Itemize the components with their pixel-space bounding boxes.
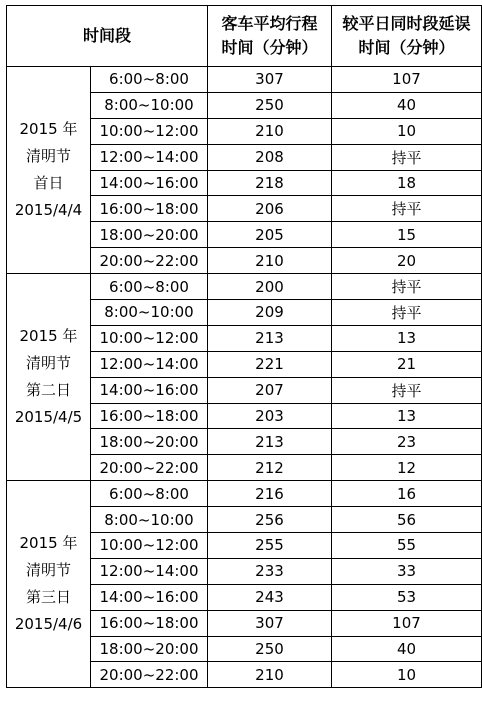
time-slot-cell: 8:00~10:00 — [91, 92, 208, 118]
time-slot-cell: 12:00~14:00 — [91, 558, 208, 584]
time-slot-cell: 16:00~18:00 — [91, 610, 208, 636]
delay-cell: 15 — [332, 222, 482, 248]
avg-time-cell: 233 — [208, 558, 332, 584]
group-label-day: 第二日 — [25, 381, 71, 400]
avg-time-cell: 213 — [208, 429, 332, 455]
table-container — [6, 5, 482, 688]
time-slot-cell: 10:00~12:00 — [91, 118, 208, 144]
avg-time-cell: 200 — [208, 274, 332, 300]
avg-time-cell: 250 — [208, 636, 332, 662]
group-label-day: 首日 — [33, 174, 64, 193]
delay-cell: 持平 — [332, 274, 482, 300]
group-label-day: 第三日 — [25, 588, 71, 607]
time-slot-cell: 8:00~10:00 — [91, 507, 208, 533]
group-label-cell — [7, 67, 91, 274]
time-slot-cell: 14:00~16:00 — [91, 584, 208, 610]
delay-cell: 53 — [332, 584, 482, 610]
avg-time-cell: 256 — [208, 507, 332, 533]
time-slot-cell: 10:00~12:00 — [91, 325, 208, 351]
avg-time-cell: 221 — [208, 351, 332, 377]
avg-time-cell: 307 — [208, 67, 332, 93]
group-label-name: 清明节 — [25, 147, 71, 166]
time-slot-cell: 6:00~8:00 — [91, 67, 208, 93]
time-slot-cell: 16:00~18:00 — [91, 196, 208, 222]
group-label-name: 清明节 — [25, 561, 71, 580]
avg-time-cell: 255 — [208, 533, 332, 559]
delay-cell: 20 — [332, 248, 482, 274]
time-slot-cell: 18:00~20:00 — [91, 222, 208, 248]
delay-cell: 21 — [332, 351, 482, 377]
delay-cell: 16 — [332, 481, 482, 507]
delay-cell: 10 — [332, 118, 482, 144]
avg-time-cell: 212 — [208, 455, 332, 481]
time-slot-cell: 20:00~22:00 — [91, 662, 208, 688]
avg-time-cell: 213 — [208, 325, 332, 351]
delay-cell: 18 — [332, 170, 482, 196]
header-delay — [332, 6, 482, 67]
time-slot-cell: 14:00~16:00 — [91, 170, 208, 196]
avg-time-cell: 205 — [208, 222, 332, 248]
delay-cell: 55 — [332, 533, 482, 559]
group-label-year: 2015 年 — [19, 327, 78, 346]
group-label-cell — [7, 481, 91, 688]
delay-cell: 13 — [332, 325, 482, 351]
avg-time-cell: 206 — [208, 196, 332, 222]
table-row — [7, 67, 482, 93]
avg-time-cell: 207 — [208, 377, 332, 403]
avg-time-cell: 307 — [208, 610, 332, 636]
group-label-date: 2015/4/4 — [14, 201, 83, 220]
time-slot-cell: 12:00~14:00 — [91, 351, 208, 377]
table-row — [7, 274, 482, 300]
header-avg-time-line1: 客车平均行程 — [221, 14, 318, 33]
avg-time-cell: 243 — [208, 584, 332, 610]
avg-time-cell: 216 — [208, 481, 332, 507]
group-label-cell — [7, 274, 91, 481]
time-slot-cell: 20:00~22:00 — [91, 455, 208, 481]
delay-cell: 40 — [332, 636, 482, 662]
time-slot-cell: 6:00~8:00 — [91, 274, 208, 300]
delay-cell: 40 — [332, 92, 482, 118]
avg-time-cell: 210 — [208, 662, 332, 688]
time-slot-cell: 18:00~20:00 — [91, 636, 208, 662]
delay-cell: 持平 — [332, 300, 482, 326]
header-period: 时间段 — [7, 6, 208, 67]
time-slot-cell: 6:00~8:00 — [91, 481, 208, 507]
delay-cell: 107 — [332, 610, 482, 636]
header-avg-time — [208, 6, 332, 67]
time-slot-cell: 12:00~14:00 — [91, 144, 208, 170]
group-label-name: 清明节 — [25, 354, 71, 373]
time-slot-cell: 8:00~10:00 — [91, 300, 208, 326]
delay-cell: 持平 — [332, 196, 482, 222]
group-label-year: 2015 年 — [19, 534, 78, 553]
avg-time-cell: 210 — [208, 248, 332, 274]
header-avg-time-line2: 时间（分钟） — [221, 38, 318, 57]
time-slot-cell: 14:00~16:00 — [91, 377, 208, 403]
delay-cell: 107 — [332, 67, 482, 93]
avg-time-cell: 208 — [208, 144, 332, 170]
header-delay-line2: 时间（分钟） — [358, 38, 455, 57]
avg-time-cell: 210 — [208, 118, 332, 144]
delay-cell: 56 — [332, 507, 482, 533]
delay-cell: 持平 — [332, 377, 482, 403]
time-slot-cell: 18:00~20:00 — [91, 429, 208, 455]
delay-cell: 10 — [332, 662, 482, 688]
table-body — [7, 67, 482, 688]
group-label-date: 2015/4/6 — [14, 615, 83, 634]
header-row — [7, 6, 482, 67]
table-row — [7, 481, 482, 507]
group-label-date: 2015/4/5 — [14, 408, 83, 427]
travel-time-table — [6, 5, 482, 688]
delay-cell: 33 — [332, 558, 482, 584]
delay-cell: 持平 — [332, 144, 482, 170]
time-slot-cell: 20:00~22:00 — [91, 248, 208, 274]
time-slot-cell: 16:00~18:00 — [91, 403, 208, 429]
delay-cell: 12 — [332, 455, 482, 481]
delay-cell: 23 — [332, 429, 482, 455]
group-label-year: 2015 年 — [19, 120, 78, 139]
avg-time-cell: 209 — [208, 300, 332, 326]
avg-time-cell: 203 — [208, 403, 332, 429]
header-delay-line1: 较平日同时段延误 — [342, 14, 471, 33]
time-slot-cell: 10:00~12:00 — [91, 533, 208, 559]
avg-time-cell: 250 — [208, 92, 332, 118]
delay-cell: 13 — [332, 403, 482, 429]
avg-time-cell: 218 — [208, 170, 332, 196]
